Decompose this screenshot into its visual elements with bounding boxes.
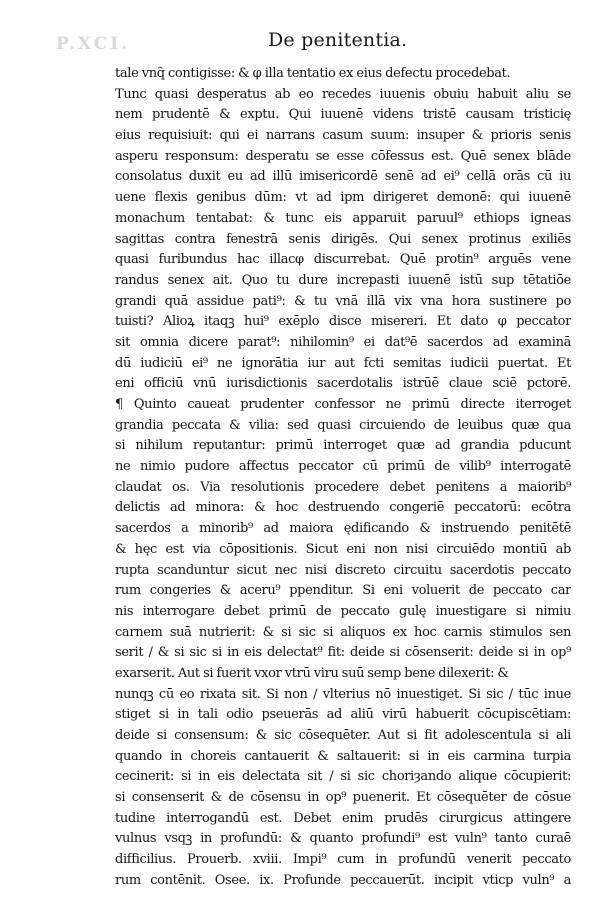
text-line: delictis ad minora: & hoc destruendo congeriē peccatorū: ecōtra [115, 500, 571, 516]
text-line: ¶ Quinto caueat prudenter confessor ne primū directe iterroget [115, 397, 571, 412]
text-line: uene flexis genibus dūm: vt ad ipm dirigeret demonē: qui iuuenē [115, 190, 571, 206]
text-line: vulnus vsqꝫ in profundū: & quanto profundi⁹ est vuln⁹ tanto curaē [115, 831, 571, 847]
text-line: quasi furibundus hac illacφ discurrebat. Quē protin⁹ arguēs vene [115, 252, 571, 268]
running-head: De penitentia. [268, 29, 408, 51]
text-line: nunqꝫ cū eo rixata sit. Si non / vlterius nō inuestiget. Si sic / tūc inue [115, 686, 571, 702]
text-line: nis interrogare debet primū de peccato gulę inuestigare si nimiu [115, 603, 571, 619]
text-block [115, 64, 571, 892]
text-line: rum contēnit. Osee. ix. Profunde peccauerūt. incipit vticp vuln⁹ a [115, 872, 571, 888]
text-line: tuisti? Alioꝝ itaqꝫ hui⁹ exēplo disce misereri. Et dato φ peccator [115, 314, 571, 330]
text-line: si nihilum reputantur: primū interroget quæ ad grandia pducunt [115, 438, 571, 454]
text-line: asperu responsum: desperatu se esse cōfessus est. Quē senex blāde [115, 148, 571, 164]
text-line: difficilius. Prouerb. xviii. Impi⁹ cum in profundū venerit peccato [115, 852, 571, 868]
text-line: monachum tentabat: & tunc eis apparuit paruul⁹ ethiops igneas [115, 210, 571, 226]
text-line: cecinerit: si in eis delectata sit / si sic choriȝando alique cōcupierit: [115, 769, 571, 785]
text-line: dū iudiciū ei⁹ ne ignorātia iur aut fcti semitas iudicii puertat. Et [115, 355, 571, 371]
text-line: quando in choreis cantauerit & saltauerit: si in eis carmina turpia [115, 748, 571, 764]
text-line: nem prudentē & exptu. Qui iuuenē videns tristē causam tristicię [115, 107, 571, 123]
text-line: grandi quā assidue pati⁹: & tu vnā illā vix vna hora sustinere po [115, 293, 571, 309]
text-line: eni officiū vnū iurisdictionis sacerdotalis istrūē claue sciē pctorē. [115, 376, 571, 392]
text-line: eius requisiuit: qui ei narrans casum suum: insuper & prioris senis [115, 128, 571, 144]
text-line: sacerdos a minorib⁹ ad maiora ędificando & instruendo penitētē [115, 521, 571, 537]
text-line: randus senex ait. Quo tu dure increpasti iuuenē istū sup tētatiōe [115, 272, 571, 288]
text-line: claudat os. Via resolutionis procedere debet penitens a maiorib⁹ [115, 479, 571, 495]
text-line: sagittas contra fenestrā senis dirigēs. Qui senex protinus exiliēs [115, 231, 571, 247]
text-line: ne nimio pudore affectus peccator cū primū de vilib⁹ interrogatē [115, 459, 571, 475]
text-line: grandia peccata & vilia: sed quasi circuiendo de leuibus quæ qua [115, 417, 571, 433]
text-line: stiget si in tali odio pseuerās ad aliū virū habuerit cōcupiscētiam: [115, 707, 571, 723]
bleed-through-folio-mark: P.XCI. [56, 34, 131, 54]
text-line: Tunc quasi desperatus ab eo recedes iuuenis obuiu habuit aliu se [115, 86, 571, 102]
text-line: si consenserit & de cōsensu in op⁹ puenerit. Et cōsequēter de cōsue [115, 790, 571, 806]
text-line: sit omnia dicere parat⁹: nihilomin⁹ ei dat⁹ē sacerdos ad examinā [115, 334, 571, 350]
text-line: rupta scanduntur sicut nec nisi discreto circuitu sacerdotis peccato [115, 562, 571, 578]
text-line: deide si consensum: & sic cōsequēter. Aut si fit adolescentula si ali [115, 728, 571, 743]
text-line: serit / & si sic si in eis delectat⁹ fit: deide si cōsenserit: deide si in op⁹ [115, 645, 571, 661]
text-line: exarserit. Aut si fuerit vxor vtrū viru suū semp bene dilexerit: & [115, 665, 509, 681]
text-line: & hęc est via cōpositionis. Sicut eni non nisi circuiēdo montiū ab [115, 541, 571, 557]
text-line: tale vnq̃ contigisse: & φ illa tentatio ex eius defectu procedebat. [115, 66, 511, 81]
text-line: rum congeries & aceru⁹ ppenditur. Si eni voluerit de peccato car [115, 583, 571, 599]
text-line: consolatus duxit eu ad illū imisericordē senē ad ei⁹ cellā orās cū iu [115, 169, 571, 185]
text-line: carnem suā nutrierit: & si sic si aliquos ex hoc carnis stimulos sen [115, 624, 571, 640]
text-line: tudine interrogandū est. Debet enim prudēs cirurgicus attingere [115, 810, 571, 826]
